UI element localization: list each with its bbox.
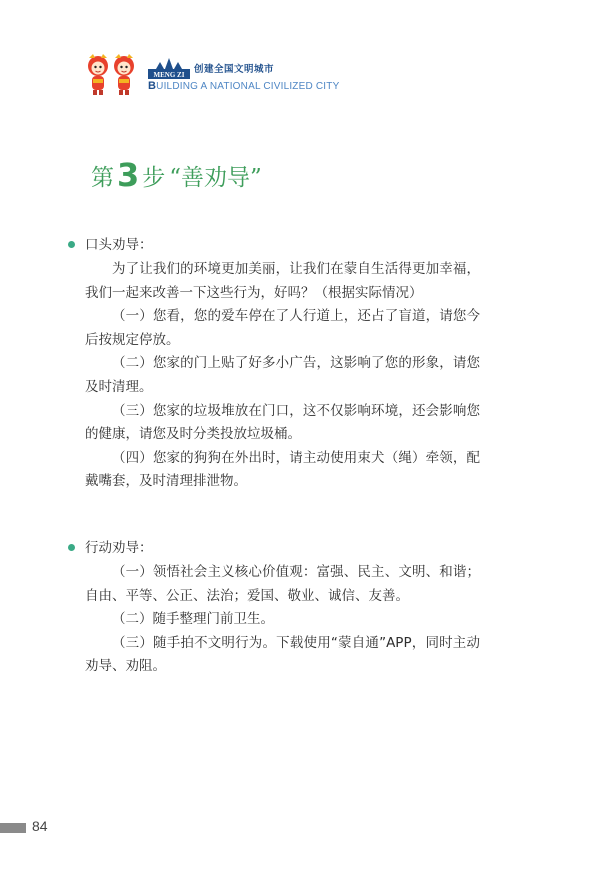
page-number: 84 — [32, 818, 48, 834]
paragraph: （二）您家的门上贴了好多小广告，这影响了您的形象，请您及时清理。 — [85, 355, 480, 395]
brand-chinese-title: 创建全国文明城市 — [194, 64, 275, 75]
svg-text:MENG ZI: MENG ZI — [153, 71, 185, 79]
step-number: 3 — [117, 156, 140, 194]
step-heading: “善劝导” — [169, 164, 262, 191]
section-verbal-persuasion — [68, 232, 480, 494]
paragraph: （四）您家的狗狗在外出时，请主动使用束犬（绳）牵领，配戴嘴套，及时清理排泄物。 — [85, 449, 480, 490]
step-prefix: 第 — [91, 164, 114, 191]
section-label: 行动劝导： — [85, 540, 153, 556]
page-header — [82, 52, 382, 96]
section-action-persuasion — [68, 535, 480, 679]
paragraph: （一）您看，您的爱车停在了人行道上，还占了盲道，请您今后按规定停放。 — [85, 308, 480, 348]
section-heading — [68, 535, 480, 561]
paragraph: （一）领悟社会主义核心价值观：富强、民主、文明、和谐；自由、平等、公正、法治；爱国、敬业、诚信、友善。 — [85, 564, 480, 604]
bullet-dot-icon — [68, 544, 75, 551]
paragraph: （三）随手拍不文明行为。下载使用“蒙自通”APP，同时主动劝导、劝阻。 — [85, 634, 480, 675]
footer-bar — [0, 823, 26, 833]
bullet-dot-icon — [68, 241, 75, 248]
brand-english-title: BUILDING A NATIONAL CIVILIZED CITY — [148, 80, 340, 92]
paragraph: （二）随手整理门前卫生。 — [112, 611, 274, 628]
mascot-logo-icon — [82, 52, 142, 96]
section-heading — [68, 232, 480, 258]
city-landmark-icon — [148, 57, 190, 79]
step-suffix: 步 — [142, 164, 166, 191]
section-label: 口头劝导： — [85, 237, 153, 253]
step-title — [91, 155, 262, 195]
paragraph: 为了让我们的环境更加美丽，让我们在蒙自生活得更加幸福，我们一起来改善一下这些行为，好吗？（根据实际情况） — [85, 261, 480, 301]
paragraph: （三）您家的垃圾堆放在门口，这不仅影响环境，还会影响您的健康，请您及时分类投放垃圾桶。 — [85, 402, 480, 443]
